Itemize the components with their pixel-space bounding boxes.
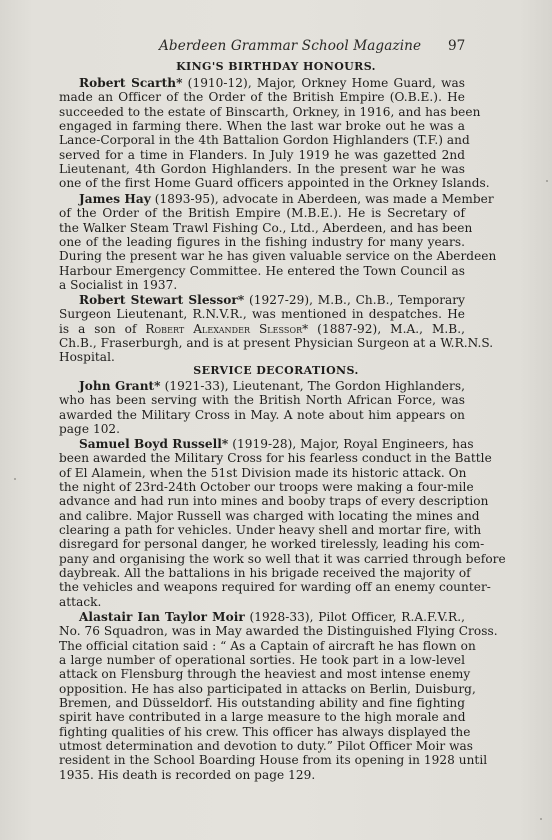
text-line (59, 119, 465, 133)
text-line (59, 220, 473, 235)
line-text: and calibre. Major Russell was charged with locating the mines and (59, 508, 480, 523)
line-text: clearing a path for vehicles. Under heavy shell and mortar fire, with (59, 523, 482, 538)
text-line (59, 408, 465, 422)
text-line (59, 523, 482, 538)
text-line (59, 566, 471, 581)
line-text: daybreak. All the battalions in his brigade received the majority of (59, 566, 471, 581)
entry-samuel-boyd-russell (59, 437, 506, 609)
honoree-name: Robert Scarth* (79, 76, 183, 90)
entry-james-hay (59, 192, 497, 293)
text-line (59, 133, 470, 148)
line-text: of El Alamein, when the 51st Division made its historic attack. On (59, 465, 467, 480)
text-line (59, 739, 474, 754)
text-line (59, 480, 474, 495)
entry-robert-scarth (59, 76, 490, 191)
line-text: fighting qualities of his crew. This officer has always displayed the (59, 724, 471, 739)
line-text: awarded the Military Cross in May. A note about him appears on (59, 407, 465, 422)
text-line (59, 494, 489, 509)
line-text: a Socialist in 1937. (59, 278, 178, 293)
honoree-name: John Grant* (79, 379, 161, 393)
line-text: utmost determination and devotion to duty.” Pilot Officer Moir was (59, 739, 474, 754)
text-line (59, 206, 465, 220)
text-line (59, 696, 465, 710)
line-text: served for a time in Flanders. In July 1919 he was gazetted 2nd (59, 147, 465, 162)
text-line (59, 710, 465, 724)
line-text: Lance-Corporal in the 4th Battalion Gordon Highlanders (T.F.) and (59, 133, 470, 148)
text-line (59, 393, 465, 407)
text-line (59, 264, 465, 278)
text-line (59, 466, 465, 480)
text-line (59, 350, 465, 364)
entry-john-grant (59, 379, 465, 436)
text-line (59, 653, 465, 667)
line-text: one of the first Home Guard officers appointed in the Orkney Islands. (59, 176, 490, 191)
line-text: the Walker Steam Trawl Fishing Co., Ltd., Aberdeen, and has been (59, 220, 473, 235)
text-line: is a son of Robert Alexander Slessor* (1887-92), M.A., M.B., (59, 321, 466, 336)
line-text: (1921-33), Lieutenant, The Gordon Highlanders, (160, 379, 465, 393)
text-line (59, 768, 465, 782)
paper-speck (546, 180, 548, 182)
text-line (59, 681, 476, 696)
section-heading-kings-birthday-honours: KING'S BIRTHDAY HONOURS. (176, 60, 376, 73)
line-text: succeeded to the estate of Binscarth, Orkney, in 1916, and has been (59, 104, 481, 119)
line-text: disregard for personal danger, he worked tirelessly, leading his com- (59, 537, 485, 552)
line-text: of the Order of the British Empire (M.B.E.). He is Secretary of (59, 206, 465, 221)
text-line (59, 278, 465, 292)
line-text: Hospital. (59, 350, 115, 365)
line-text: been awarded the Military Cross for his fearless conduct in the Battle (59, 451, 492, 466)
line-text: (1910-12), Major, Orkney Home Guard, was (182, 76, 465, 90)
text-line (59, 537, 485, 552)
text-line (59, 551, 506, 566)
parent-name: Robert Alexander Slessor (145, 321, 303, 336)
text-line (59, 508, 480, 523)
text-line (59, 176, 490, 191)
line-text: the vehicles and weapons required for warding off an enemy counter- (59, 580, 491, 595)
line-text: Surgeon Lieutenant, R.N.V.R., was mentioned in despatches. He (59, 307, 465, 322)
line-text: (1928-33), Pilot Officer, R.A.F.V.R., (244, 610, 465, 624)
honoree-name: Robert Stewart Slessor* (79, 293, 245, 307)
text-line (59, 580, 491, 595)
line-text: (1893-95), advocate in Aberdeen, was made a Member (150, 192, 494, 206)
line-text: (1919-28), Major, Royal Engineers, has (228, 437, 474, 451)
text-line (59, 724, 471, 739)
text-line (59, 104, 481, 119)
text-line (59, 336, 494, 351)
line-text: one of the leading figures in the fishing industry for many years. (59, 235, 465, 250)
entry-robert-stewart-slessor (59, 293, 494, 365)
text-line (59, 437, 474, 451)
text-line (59, 753, 488, 768)
text-line (59, 192, 494, 206)
honoree-name: James Hay (79, 192, 151, 206)
text-line (59, 249, 497, 264)
line-text: 1935. His death is recorded on page 129. (59, 767, 316, 782)
line-text: No. 76 Squadron, was in May awarded the Distinguished Flying Cross. (59, 624, 498, 639)
text-line (59, 76, 465, 90)
line-text: resident in the School Boarding House from its opening in 1928 until (59, 753, 488, 768)
running-title: Aberdeen Grammar School Magazine (159, 38, 422, 54)
line-text: who has been serving with the British North African Force, was (59, 393, 465, 408)
line-text: engaged in farming there. When the last war broke out he was a (59, 119, 465, 134)
line-text: opposition. He has also participated in attacks on Berlin, Duisburg, (59, 681, 476, 696)
line-text: attack on Flensburg through the heaviest and most intense enemy (59, 667, 471, 682)
text-line (59, 90, 465, 104)
text-line (59, 307, 465, 321)
paper-speck (540, 818, 542, 820)
line-text: (1927-29), M.B., Ch.B., Temporary (244, 293, 465, 307)
line-text: pany and organising the work so well that it was carried through before (59, 551, 506, 566)
line-text: Bremen, and Düsseldorf. His outstanding ability and fine fighting (59, 696, 465, 711)
line-text: spirit have contributed in a large measure to the high morale and (59, 710, 466, 725)
line-text: The official citation said : “ As a Captain of aircraft he has flown on (59, 638, 476, 653)
text-line (59, 595, 465, 609)
text-line (59, 624, 498, 639)
text-line (59, 610, 465, 624)
honoree-name: Alastair Ian Taylor Moir (79, 610, 245, 624)
text-line (59, 379, 465, 393)
entry-alastair-ian-taylor-moir (59, 610, 498, 782)
text-line (59, 162, 465, 176)
line-text: During the present war he has given valuable service on the Aberdeen (59, 249, 497, 264)
page-number: 97 (448, 38, 466, 54)
text-line (59, 451, 492, 466)
line-text: Lieutenant, 4th Gordon Highlanders. In the present war he was (59, 162, 465, 177)
text-line (59, 422, 465, 436)
text-line (59, 148, 465, 162)
section-heading-service-decorations: SERVICE DECORATIONS. (193, 364, 359, 377)
text-line (59, 235, 465, 249)
text-line (59, 293, 465, 307)
line-text: attack. (59, 594, 102, 609)
line-text: Ch.B., Fraserburgh, and is at present Physician Surgeon at a W.R.N.S. (59, 336, 494, 351)
text-line (59, 638, 476, 653)
text-line (59, 667, 471, 682)
line-text: advance and had run into mines and booby traps of every description (59, 494, 489, 509)
line-text: made an Officer of the Order of the British Empire (O.B.E.). He (59, 90, 465, 105)
line-text: Harbour Emergency Committee. He entered the Town Council as (59, 263, 465, 278)
paper-speck (14, 478, 16, 480)
line-text: page 102. (59, 422, 121, 437)
line-text: the night of 23rd-24th October our troops were making a four-mile (59, 480, 474, 495)
line-text: a large number of operational sorties. He took part in a low-level (59, 653, 465, 668)
honoree-name: Samuel Boyd Russell* (79, 437, 229, 451)
